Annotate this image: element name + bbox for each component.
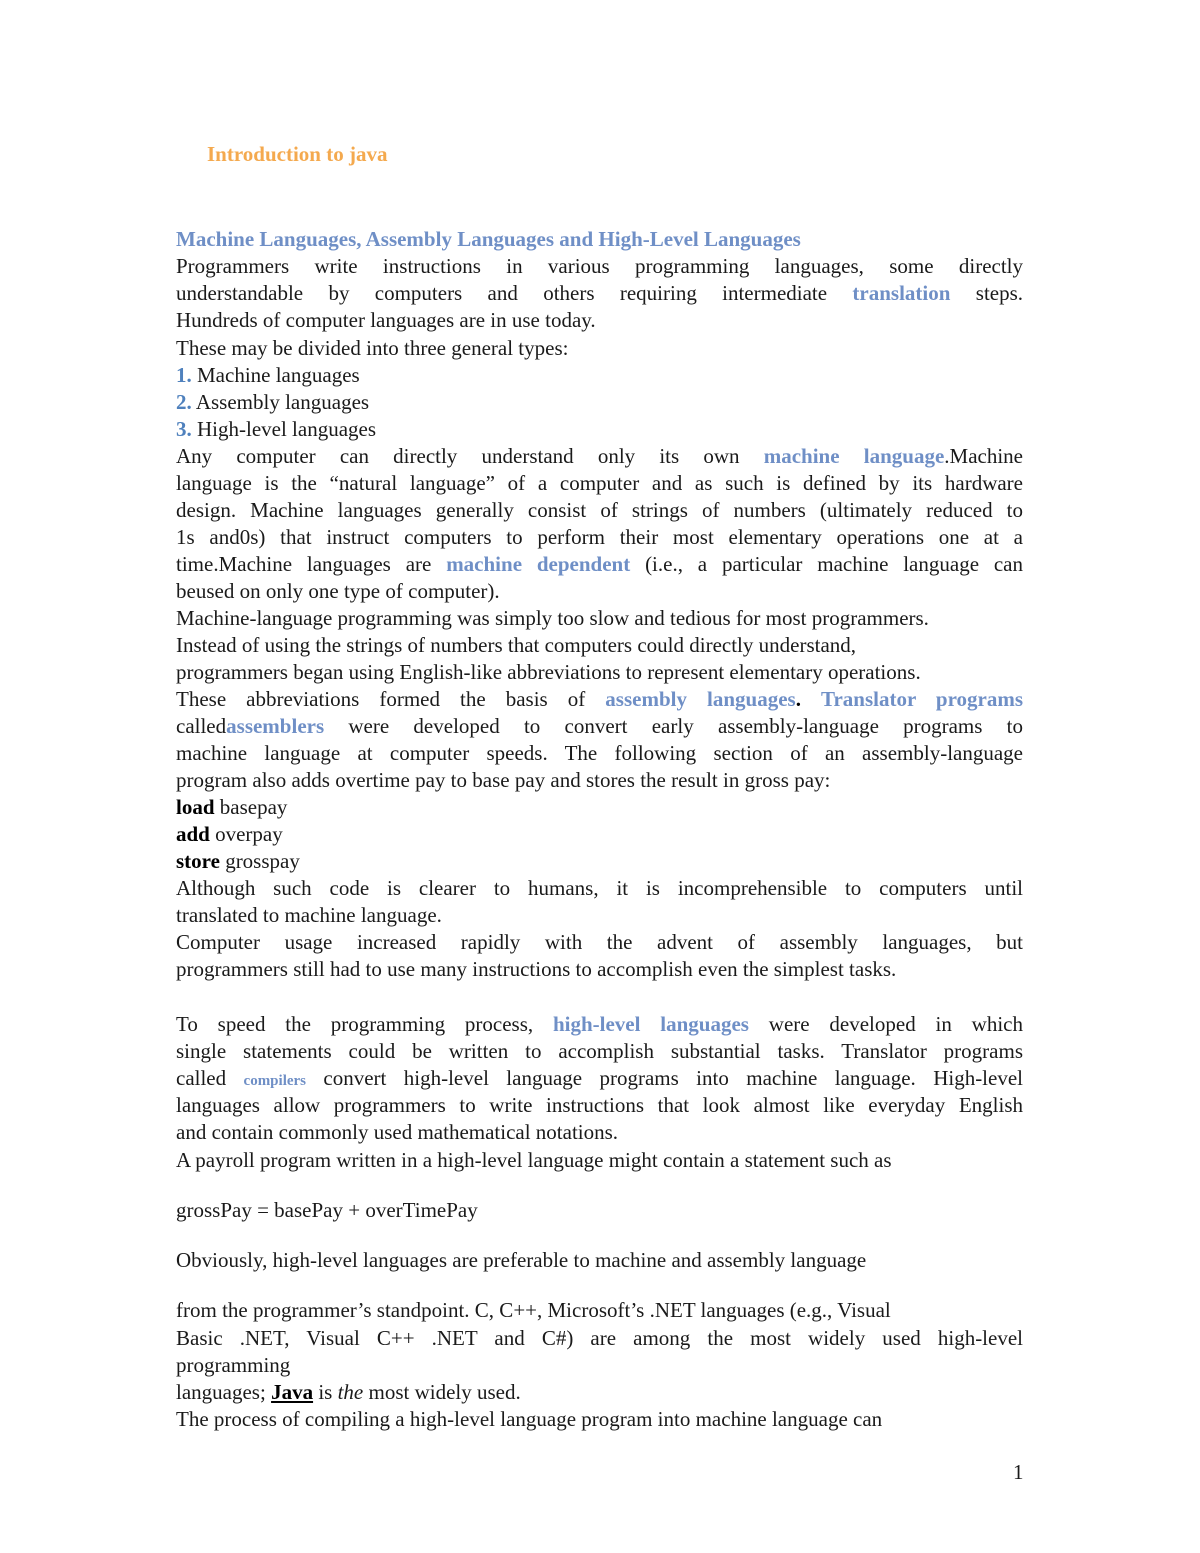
paragraph-line: Hundreds of computer languages are in use today. [176,308,596,332]
paragraph-line: These may be divided into three general types: [176,336,569,360]
paragraph-line: Although such code is clearer to humans, it is incomprehensible to computers until [176,876,1023,900]
term-assembly-languages: assembly languages [605,687,796,711]
list-item: 2. Assembly languages [176,390,370,414]
term-machine-language: machine language [763,444,945,468]
paragraph-line: programmers began using English-like abbreviations to represent elementary operations. [176,660,921,684]
paragraph-line: 1s and0s) that instruct computers to perform their most elementary operations one at a [176,525,1023,549]
term-high-level-languages: high-level languages [552,1012,749,1036]
paragraph-line: calledassemblers were developed to convert early assembly-language programs to [176,714,1024,738]
term-compilers: compilers [243,1073,307,1089]
paragraph-line: program also adds overtime pay to base pay and stores the result in gross pay: [176,768,831,792]
paragraph-line: called compilers convert high-level language programs into machine language. High-level [176,1066,1023,1090]
paragraph-line: To speed the programming process, high-level languages were developed in which [176,1012,1024,1036]
paragraph-line: from the programmer’s standpoint. C, C++, Microsoft’s .NET languages (e.g., Visual [176,1298,891,1322]
code-line: add overpay [176,822,283,846]
code-line: store grosspay [176,849,300,873]
term-translator-programs: Translator programs [821,687,1024,711]
term-machine-dependent: machine dependent [446,552,631,576]
paragraph-line: Obviously, high-level languages are preferable to machine and assembly language [176,1248,867,1272]
paragraph-line: machine language at computer speeds. The following section of an assembly-language [176,741,1023,765]
paragraph-line: These abbreviations formed the basis of assembly languages. Translator programs [176,687,1024,711]
paragraph-line: language is the “natural language” of a computer and as such is defined by its hardware [176,471,1023,495]
paragraph-line: Basic .NET, Visual C++ .NET and C#) are among the most widely used high-level [176,1326,1023,1350]
document-title: Introduction to java [207,142,388,166]
paragraph-line: Any computer can directly understand only its own machine language.Machine [176,444,1023,468]
term-assemblers: assemblers [226,714,325,738]
paragraph-line: time.Machine languages are machine dependent (i.e., a particular machine language can [176,552,1024,576]
page-number: 1 [1013,1460,1024,1484]
paragraph-line: Computer usage increased rapidly with the advent of assembly languages, but [176,930,1023,954]
paragraph-line: programmers still had to use many instructions to accomplish even the simplest tasks. [176,957,897,981]
list-item: 3. High-level languages [176,417,377,441]
paragraph-line: languages; Java is the most widely used. [176,1380,521,1404]
paragraph-line: Machine-language programming was simply too slow and tedious for most programmers. [176,606,929,630]
code-statement: grossPay = basePay + overTimePay [176,1198,478,1222]
paragraph-line: Instead of using the strings of numbers that computers could directly understand, [176,633,857,657]
term-java: Java [271,1380,314,1404]
paragraph-line: languages allow programmers to write instructions that look almost like everyday English [176,1093,1023,1117]
paragraph-line: single statements could be written to accomplish substantial tasks. Translator programs [176,1039,1023,1063]
paragraph-line: beused on only one type of computer). [176,579,500,603]
term-translation: translation [852,281,951,305]
paragraph-line: The process of compiling a high-level language program into machine language can [176,1407,883,1431]
paragraph-line: understandable by computers and others requiring intermediate translation steps. [176,281,1024,305]
paragraph-line: programming [176,1353,291,1377]
section-heading: Machine Languages, Assembly Languages and High-Level Languages [176,227,801,251]
paragraph-line: and contain commonly used mathematical notations. [176,1120,619,1144]
paragraph-line: design. Machine languages generally consist of strings of numbers (ultimately reduced to [176,498,1023,522]
list-item: 1. Machine languages [176,363,360,387]
paragraph-line: translated to machine language. [176,903,442,927]
code-line: load basepay [176,795,288,819]
paragraph-line: A payroll program written in a high-level language might contain a statement such as [176,1148,892,1172]
paragraph-line: Programmers write instructions in various programming languages, some directly [176,254,1023,278]
